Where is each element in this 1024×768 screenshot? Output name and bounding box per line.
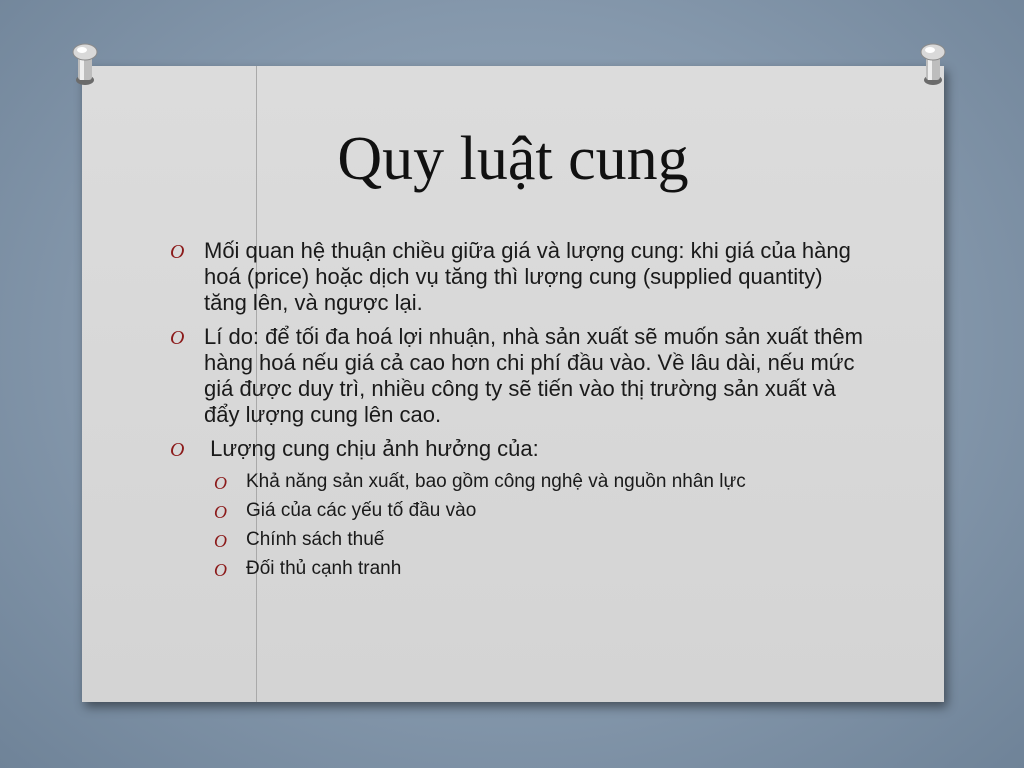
bullet-icon: O (170, 327, 185, 349)
sub-bullet-item (170, 557, 870, 581)
bullet-text: Mối quan hệ thuận chiều giữa giá và lượng cung: khi giá của hàng hoá (price) hoặc dịch vụ tăng thì lượng cung (supplied quantity) tăng lên, và ngược lại. (204, 238, 851, 315)
bullet-item (170, 238, 870, 316)
slide-title: Quy luật cung (337, 125, 689, 193)
bullet-icon: O (214, 531, 227, 551)
sub-bullet-text: Khả năng sản xuất, bao gồm công nghệ và nguồn nhân lực (246, 471, 746, 492)
bullet-text: Lí do: để tối đa hoá lợi nhuận, nhà sản xuất sẽ muốn sản xuất thêm hàng hoá nếu giá cả cao hơn chi phí đầu vào. Về lâu dài, nếu mức giá được duy trì, nhiều công ty sẽ tiến vào thị trường sản xuất và đẩy lượng cung lên cao. (204, 324, 863, 427)
sub-bullet-item (170, 499, 870, 523)
bullet-icon: O (214, 560, 227, 580)
slide-body (170, 238, 870, 586)
bullet-item (170, 436, 870, 462)
sub-bullet-text: Đối thủ cạnh tranh (246, 558, 402, 579)
bullet-item (170, 324, 870, 428)
pushpin-icon (918, 42, 948, 88)
sub-bullet-item (170, 470, 870, 494)
bullet-icon: O (214, 473, 227, 493)
bullet-text: Lượng cung chịu ảnh hưởng của: (204, 436, 539, 461)
sub-bullet-text: Chính sách thuế (246, 529, 385, 550)
sub-bullet-item (170, 528, 870, 552)
bullet-icon: O (170, 241, 185, 263)
pushpin-icon (70, 42, 100, 88)
sub-bullet-text: Giá của các yếu tố đầu vào (246, 500, 477, 521)
bullet-icon: O (214, 502, 227, 522)
bullet-icon: O (170, 439, 185, 461)
